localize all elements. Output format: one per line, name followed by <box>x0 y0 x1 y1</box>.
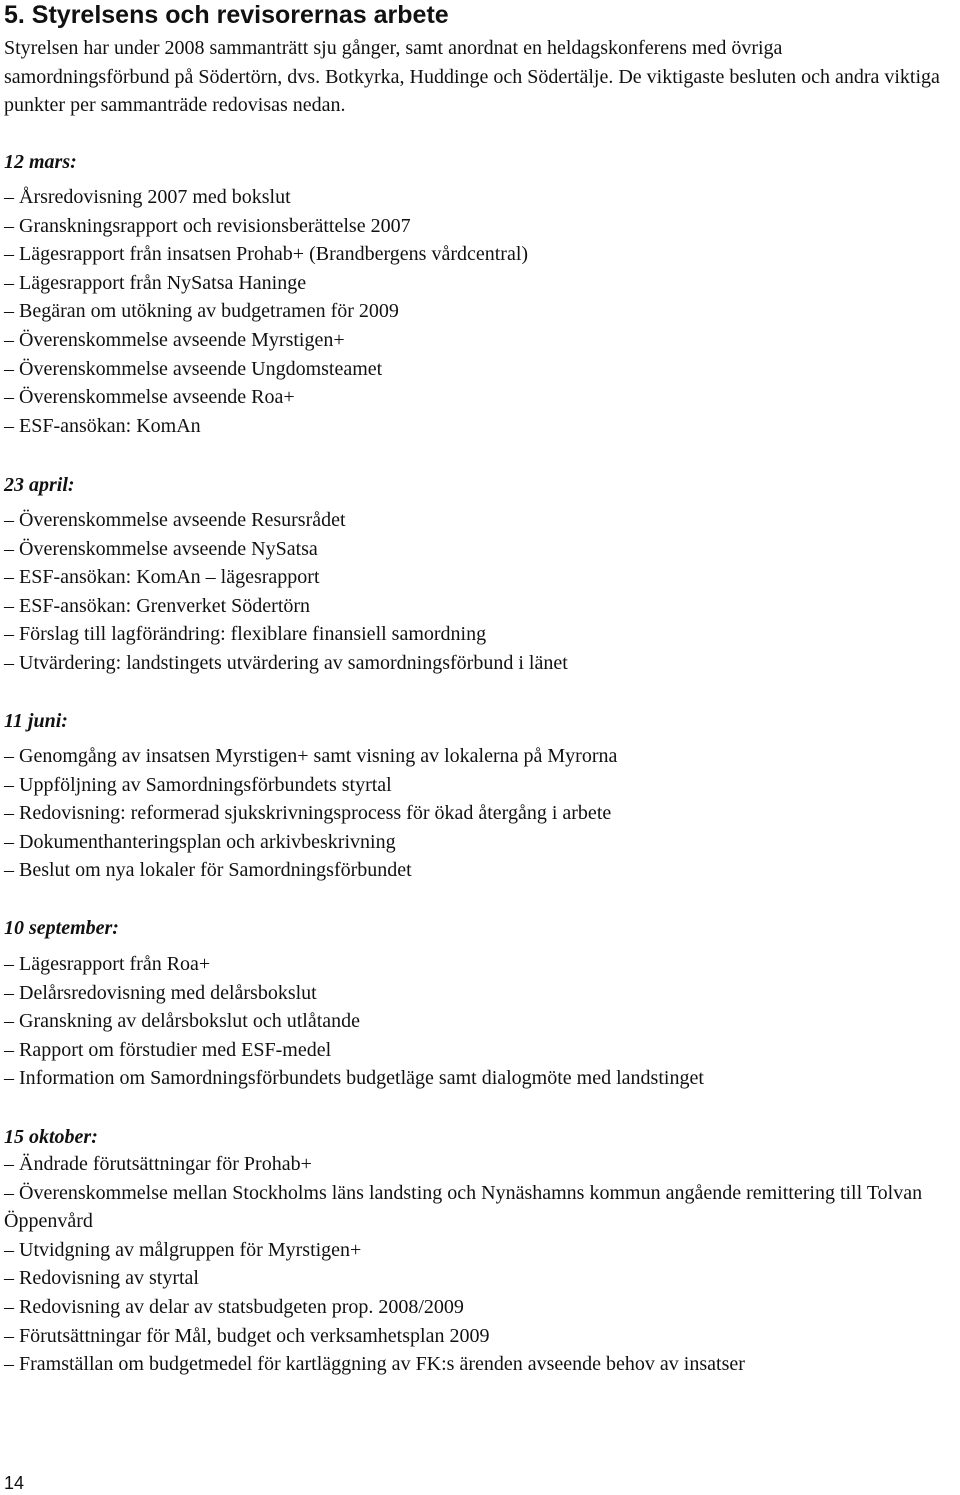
list-item <box>4 1322 949 1351</box>
list-item <box>4 1007 949 1036</box>
list-item <box>4 1293 949 1322</box>
list-item <box>4 1064 949 1093</box>
item-text: ESF-ansökan: KomAn – lägesrapport <box>19 566 320 589</box>
list-item <box>4 1264 949 1293</box>
meeting-date-23-april: 23 april: <box>4 474 75 496</box>
dash-glyph: – <box>4 1267 14 1290</box>
list-item <box>4 183 949 212</box>
dash-glyph: – <box>4 745 14 767</box>
item-text: Begäran om utökning av budgetramen för 2009 <box>19 300 399 323</box>
dash-glyph: – <box>4 357 14 380</box>
dash-glyph: – <box>4 271 14 294</box>
section-heading: 5. Styrelsens och revisorernas arbete <box>4 1 449 29</box>
item-text: Förslag till lagförändring: flexiblare finansiell samordning <box>19 623 487 646</box>
item-text: Utvidgning av målgruppen för Myrstigen+ <box>19 1238 362 1261</box>
dash-glyph: – <box>4 953 14 975</box>
meeting-date-15-oktober: 15 oktober: <box>4 1126 98 1148</box>
list-item <box>4 771 949 800</box>
list-item <box>4 1036 949 1065</box>
page-number: 14 <box>4 1473 25 1493</box>
list-item <box>4 828 949 857</box>
item-text: Överenskommelse mellan Stockholms läns landsting och Nynäshamns kommun angående remittering till Tolvan Öppenvård <box>4 1181 923 1233</box>
list-item <box>4 620 949 649</box>
dash-glyph: – <box>4 594 14 617</box>
meeting-items-15-oktober <box>4 1150 949 1379</box>
list-item <box>4 240 949 269</box>
dash-glyph: – <box>4 623 14 646</box>
dash-glyph: – <box>4 1238 14 1261</box>
list-item <box>4 592 949 621</box>
list-item <box>4 355 949 384</box>
list-item <box>4 297 949 326</box>
item-text: Uppföljning av Samordningsförbundets styrtal <box>19 773 392 796</box>
dash-glyph: – <box>4 328 14 351</box>
meeting-date-12-mars: 12 mars: <box>4 151 77 173</box>
meeting-items-11-juni <box>4 742 949 885</box>
item-text: Överenskommelse avseende Roa+ <box>19 386 295 409</box>
item-text: ESF-ansökan: KomAn <box>19 414 201 437</box>
meeting-date-10-september: 10 september: <box>4 917 119 939</box>
dash-glyph: – <box>4 566 14 589</box>
item-text: Framställan om budgetmedel för kartläggning av FK:s ärenden avseende behov av insatser <box>19 1353 745 1376</box>
list-item <box>4 269 949 298</box>
item-text: Lägesrapport från NySatsa Haninge <box>19 271 307 294</box>
item-text: Granskning av delårsbokslut och utlåtande <box>19 1010 361 1033</box>
item-text: Överenskommelse avseende Ungdomsteamet <box>19 357 383 380</box>
item-text: Redovisning: reformerad sjukskrivningsprocess för ökad återgång i arbete <box>19 802 612 825</box>
dash-glyph: – <box>4 1295 14 1318</box>
list-item <box>4 856 949 885</box>
dash-glyph: – <box>4 414 14 437</box>
list-item <box>4 950 949 979</box>
item-text: Delårsredovisning med delårsbokslut <box>19 981 317 1004</box>
dash-glyph: – <box>4 1038 14 1061</box>
list-item <box>4 1236 949 1265</box>
item-text: Förutsättningar för Mål, budget och verksamhetsplan 2009 <box>19 1324 490 1347</box>
item-text: Redovisning av styrtal <box>19 1267 199 1290</box>
item-text: Årsredovisning 2007 med bokslut <box>19 186 291 208</box>
list-item <box>4 563 949 592</box>
list-item <box>4 412 949 441</box>
dash-glyph: – <box>4 300 14 323</box>
list-item <box>4 326 949 355</box>
item-text: Dokumenthanteringsplan och arkivbeskrivning <box>19 830 396 853</box>
list-item <box>4 212 949 241</box>
dash-glyph: – <box>4 386 14 409</box>
item-text: ESF-ansökan: Grenverket Södertörn <box>19 594 311 617</box>
item-text: Beslut om nya lokaler för Samordningsförbundet <box>19 859 412 882</box>
dash-glyph: – <box>4 214 14 237</box>
dash-glyph: – <box>4 243 14 266</box>
item-text: Ändrade förutsättningar för Prohab+ <box>19 1153 312 1175</box>
dash-glyph: – <box>4 1010 14 1033</box>
meeting-items-10-september <box>4 950 949 1093</box>
list-item <box>4 506 949 535</box>
list-item <box>4 742 949 771</box>
item-text: Överenskommelse avseende Myrstigen+ <box>19 328 345 351</box>
list-item <box>4 383 949 412</box>
item-text: Överenskommelse avseende Resursrådet <box>19 509 346 531</box>
list-item <box>4 1150 949 1179</box>
dash-glyph: – <box>4 186 14 208</box>
item-text: Lägesrapport från Roa+ <box>19 953 211 975</box>
item-text: Genomgång av insatsen Myrstigen+ samt visning av lokalerna på Myrorna <box>19 745 618 767</box>
item-text: Information om Samordningsförbundets budgetläge samt dialogmöte med landstinget <box>19 1067 704 1090</box>
item-text: Granskningsrapport och revisionsberättelse 2007 <box>19 214 411 237</box>
meeting-items-23-april <box>4 506 949 678</box>
list-item <box>4 979 949 1008</box>
list-item <box>4 649 949 678</box>
meeting-date-11-juni: 11 juni: <box>4 710 68 732</box>
dash-glyph: – <box>4 1353 14 1376</box>
item-text: Utvärdering: landstingets utvärdering av samordningsförbund i länet <box>19 651 568 674</box>
dash-glyph: – <box>4 830 14 853</box>
list-item <box>4 1350 949 1379</box>
dash-glyph: – <box>4 802 14 825</box>
item-text: Lägesrapport från insatsen Prohab+ (Brandbergens vårdcentral) <box>19 243 529 266</box>
dash-glyph: – <box>4 773 14 796</box>
dash-glyph: – <box>4 1324 14 1347</box>
dash-glyph: – <box>4 859 14 882</box>
intro-paragraph: Styrelsen har under 2008 sammanträtt sju gånger, samt anordnat en heldagskonferens med övriga samordningsförbund på Södertörn, dvs. Botkyrka, Huddinge och Södertälje. De viktigaste besluten och andra viktiga punkter per sammanträde redovisas nedan. <box>4 37 940 117</box>
list-item <box>4 535 949 564</box>
dash-glyph: – <box>4 1067 14 1090</box>
item-text: Redovisning av delar av statsbudgeten prop. 2008/2009 <box>19 1295 464 1318</box>
list-item <box>4 1179 949 1236</box>
list-item <box>4 799 949 828</box>
dash-glyph: – <box>4 537 14 560</box>
item-text: Överenskommelse avseende NySatsa <box>19 537 318 560</box>
dash-glyph: – <box>4 1181 14 1204</box>
item-text: Rapport om förstudier med ESF-medel <box>19 1038 332 1061</box>
dash-glyph: – <box>4 1153 14 1175</box>
dash-glyph: – <box>4 509 14 531</box>
meeting-items-12-mars <box>4 183 949 440</box>
dash-glyph: – <box>4 981 14 1004</box>
dash-glyph: – <box>4 651 14 674</box>
